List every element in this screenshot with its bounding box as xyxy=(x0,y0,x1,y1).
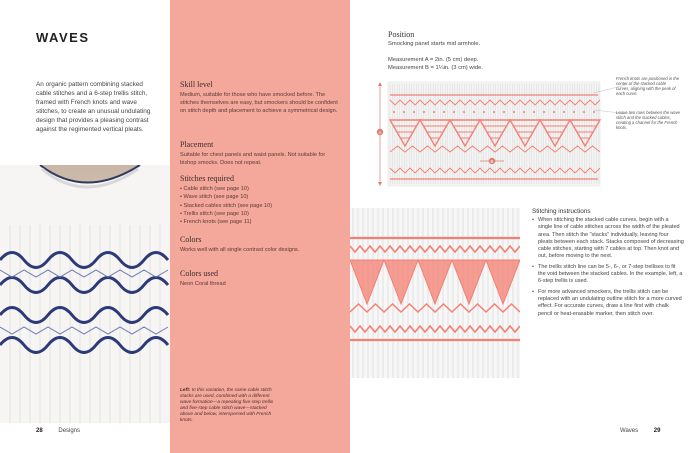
annotation-two-rows: Leave two rows between the wave stitch and the stacked cables, creating a channel for the French knots. xyxy=(616,110,681,130)
smocking-diagram xyxy=(374,80,629,190)
french-knot xyxy=(463,111,465,113)
french-knot xyxy=(593,111,595,113)
left-footer xyxy=(36,428,80,434)
french-knot xyxy=(433,111,435,113)
colors-used-section xyxy=(180,269,340,288)
measurement-a: Measurement A = 2in. (5 cm) deep. xyxy=(388,57,479,63)
french-knot xyxy=(413,111,415,113)
list-item: • The trellis stitch line can be 5-, 6-, or 7-step trellises to fit the void between the stacked cables. In the example, left, a 6-step trellis is used. xyxy=(532,264,684,286)
colors-used-heading: Colors used xyxy=(180,269,218,278)
placement-heading: Placement xyxy=(180,140,214,149)
colors-used-text: Neon Coral thread xyxy=(180,281,226,287)
instructions-heading: Stitching instructions xyxy=(532,208,591,215)
footer-section-label: Designs xyxy=(58,428,81,434)
label-b-text: B xyxy=(490,159,494,165)
french-knot xyxy=(573,111,575,113)
photo-caption xyxy=(180,388,276,424)
stitches-section xyxy=(180,174,340,226)
french-knot xyxy=(523,111,525,113)
caption-text: In this variation, the same cable stitch stacks are used, combined with a different wave formation—a repeating five-step trellis and five-step cable stitch wave—stacked above and below, interspersed with French knots. xyxy=(180,388,274,423)
coral-smocking-photo xyxy=(350,208,520,378)
french-knot xyxy=(443,111,445,113)
french-knot xyxy=(513,111,515,113)
dress-photo xyxy=(0,165,170,423)
french-knot xyxy=(533,111,535,113)
page-number-right: 29 xyxy=(653,428,661,434)
french-knot xyxy=(553,111,555,113)
skill-heading: Skill level xyxy=(180,80,213,89)
list-item: • French knots (see page 11) xyxy=(180,218,340,226)
dress-photo-illustration xyxy=(0,165,170,423)
list-item: • Wave stitch (see page 10) xyxy=(180,193,340,201)
smocking-chart xyxy=(374,80,629,190)
coral-photo-illustration xyxy=(350,208,520,378)
french-knot xyxy=(543,111,545,113)
position-text: Smocking panel starts mid armhole. xyxy=(388,41,481,47)
stitches-heading: Stitches required xyxy=(180,174,234,183)
list-item: • When stitching the stacked cable curves, begin with a single line of cable stitches across the width of the pleated area. Then stitch the "stacks" individually, leaving four pleats between each stack. Stacks composed of decreasing cable stitches, starting with 7 cables at top. Then knot and out, before moving to the next. xyxy=(532,217,684,261)
french-knot xyxy=(503,111,505,113)
stitches-list xyxy=(180,185,340,226)
colors-section xyxy=(180,235,340,254)
list-item: • For more advanced smockers, the trellis stitch can be replaced with an undulating outline stitch for a more curved effect. For accurate curves, draw a line first with chalk pencil or heat-erasable marker, then stitch over. xyxy=(532,289,684,318)
skill-section xyxy=(180,80,340,115)
french-knot xyxy=(563,111,565,113)
french-knot xyxy=(583,111,585,113)
label-a-text: A xyxy=(378,130,382,136)
french-knot xyxy=(493,111,495,113)
french-knot xyxy=(453,111,455,113)
measurement-b: Measurement B = 1¼in. (3 cm) wide. xyxy=(388,65,483,71)
list-item: • Trellis stitch (see page 10) xyxy=(180,210,340,218)
list-item: • Stacked cables stitch (see page 10) xyxy=(180,202,340,210)
caption-lead: Left: xyxy=(180,388,191,393)
skill-text: Medium, suitable for those who have smocked before. The stitches themselves are easy, but smockers should be confident on stitch depth and placement to achieve a symmetrical design. xyxy=(180,92,338,114)
position-heading: Position xyxy=(388,30,415,39)
french-knot xyxy=(473,111,475,113)
page-title: WAVES xyxy=(36,30,90,45)
list-item: • Cable stitch (see page 10) xyxy=(180,185,340,193)
french-knot xyxy=(393,111,395,113)
french-knot xyxy=(423,111,425,113)
french-knot xyxy=(403,111,405,113)
right-footer xyxy=(620,428,660,434)
placement-section xyxy=(180,140,340,167)
french-knot xyxy=(483,111,485,113)
colors-text: Works well with all single contrast color designs. xyxy=(180,247,300,253)
colors-heading: Colors xyxy=(180,235,202,244)
footer-section-label: Waves xyxy=(620,428,639,434)
page-number-left: 28 xyxy=(36,428,43,434)
right-page xyxy=(350,0,700,453)
stitching-instructions xyxy=(532,208,684,321)
info-panel xyxy=(170,0,350,453)
placement-text: Suitable for chest panels and waist panels. Not suitable for bishop smocks. Does not repeat. xyxy=(180,152,326,166)
intro-paragraph: An organic pattern combining stacked cable stitches and a 6-step trellis stitch, framed with French knots and wave stitches, to create an unusual undulating design that provides a pleasing contrast against the regimented vertical pleats. xyxy=(36,81,151,133)
instructions-list xyxy=(532,217,684,318)
annotation-french-knots: French knots are positioned in the center of the stacked cable curves, aligning with the peak of each curve. xyxy=(616,76,680,96)
